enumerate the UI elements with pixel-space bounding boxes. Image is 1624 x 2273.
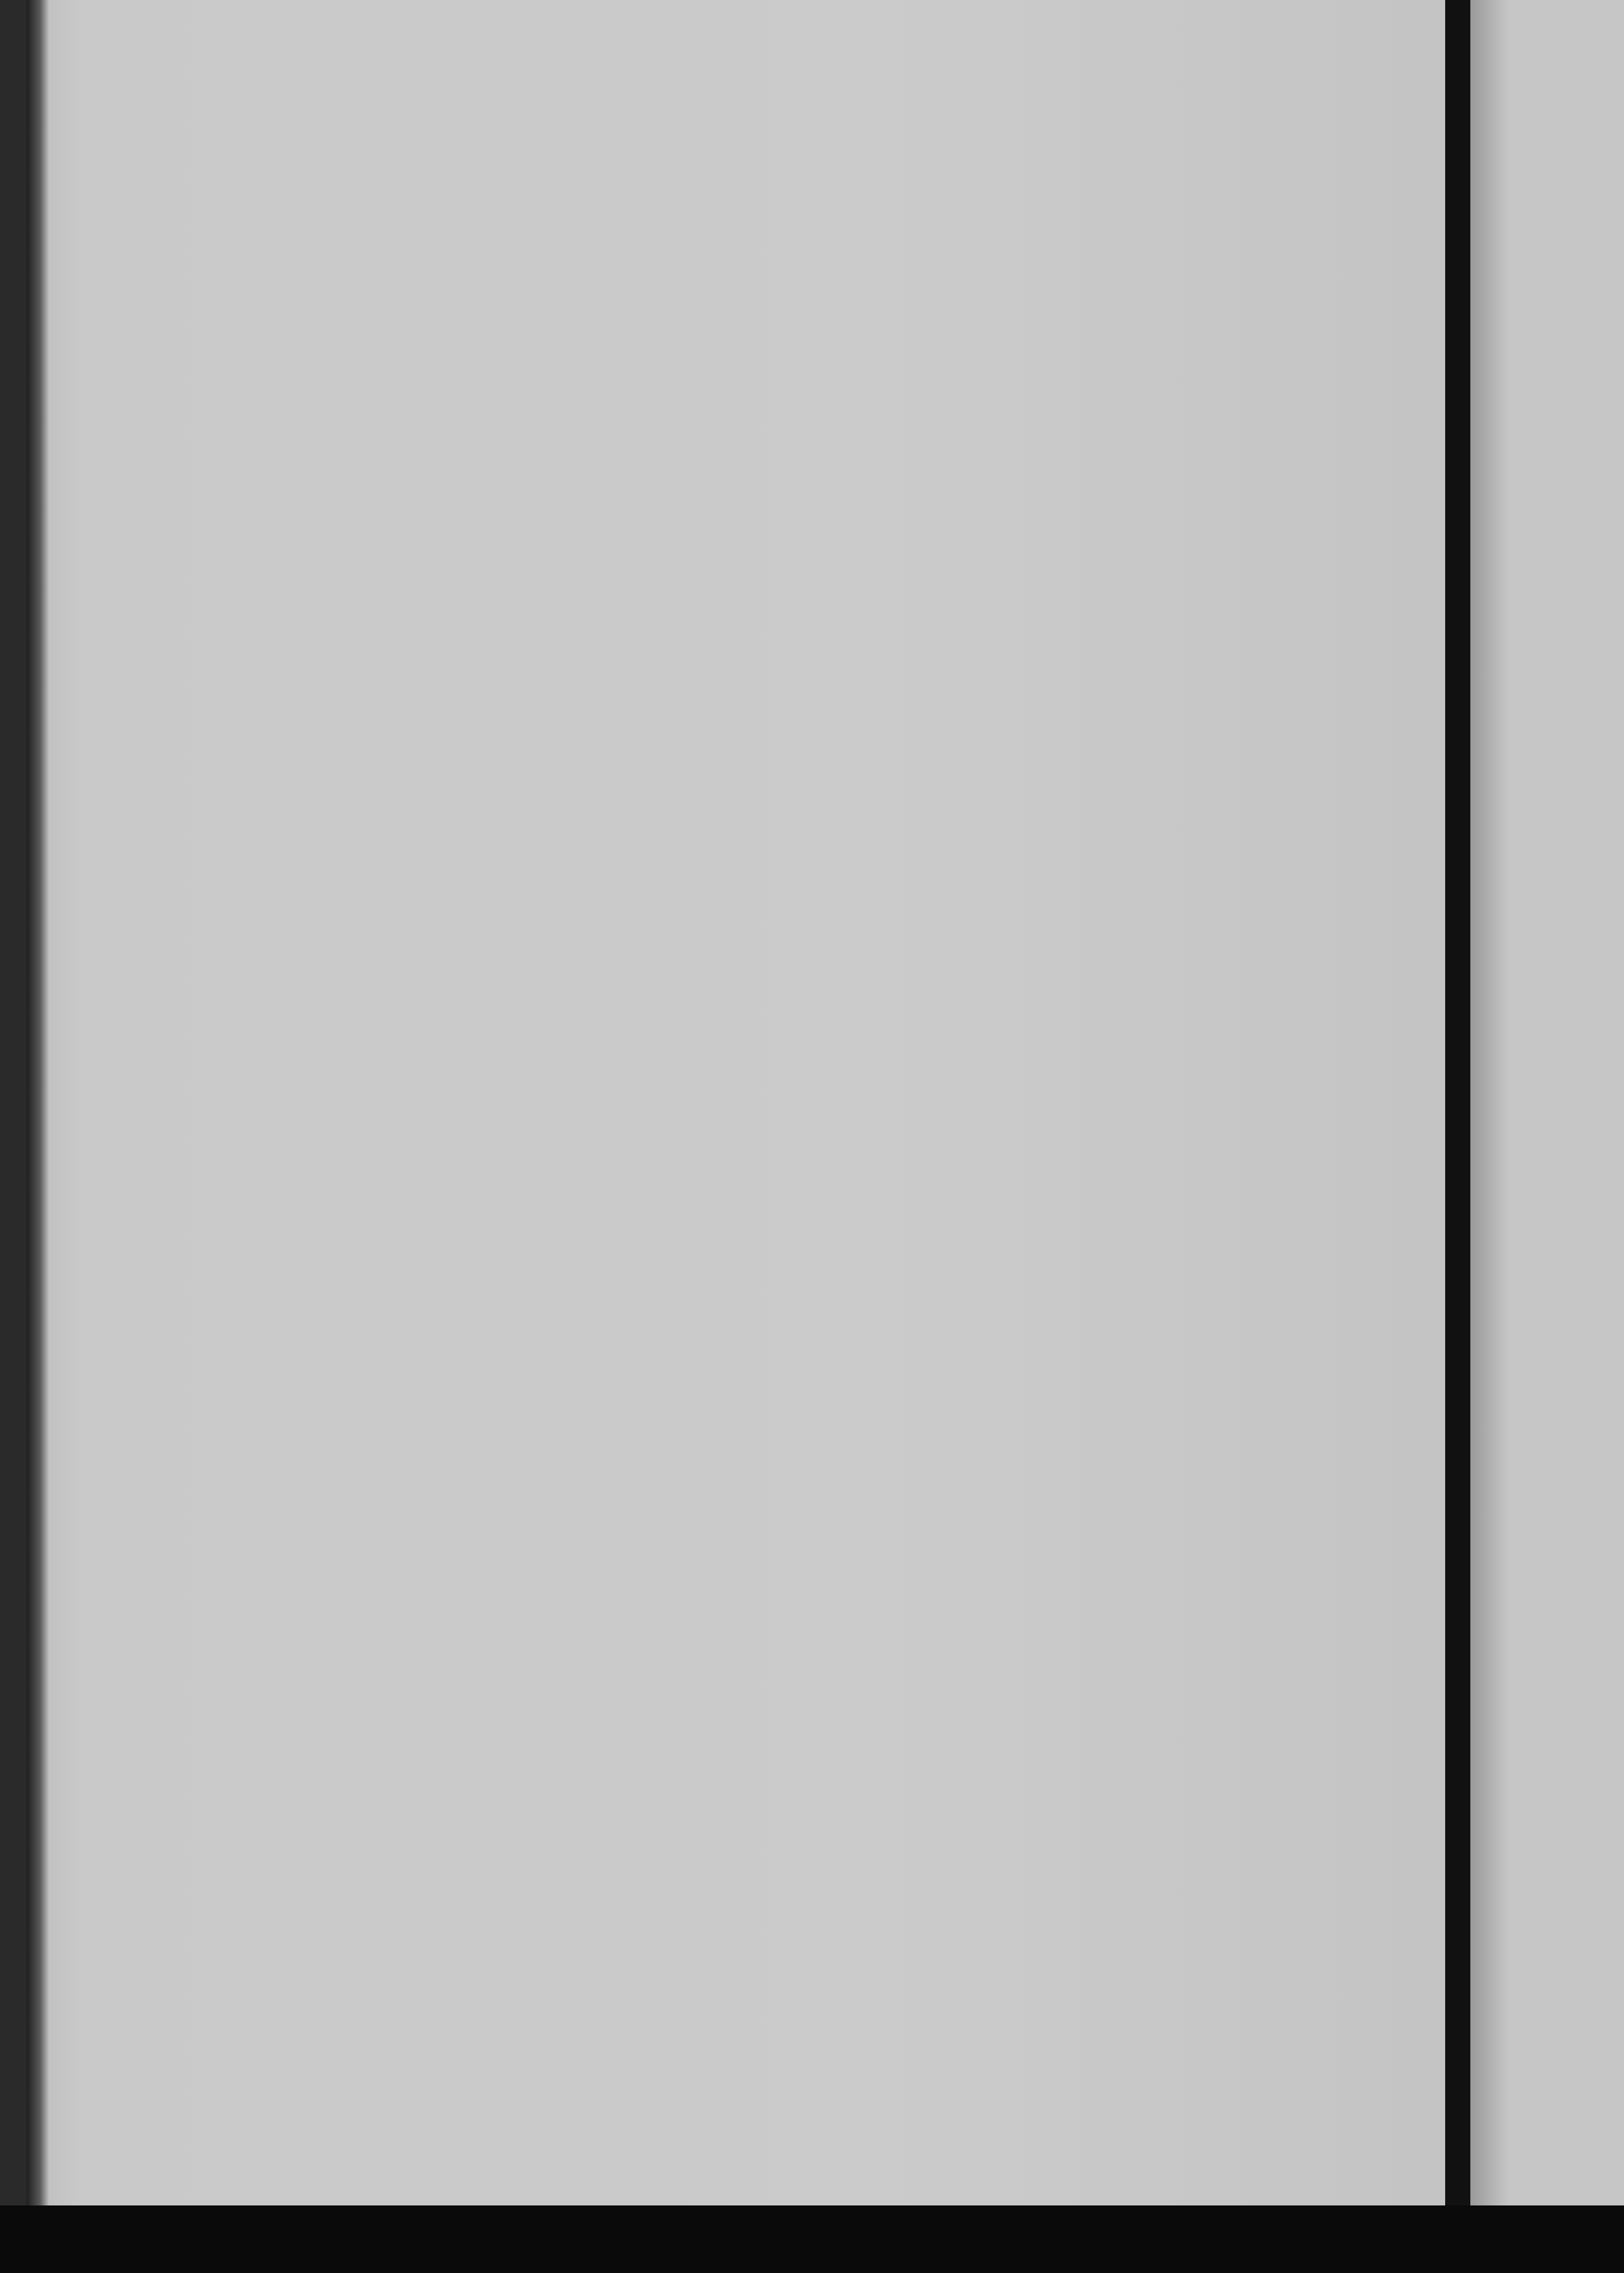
facing-page (1470, 0, 1624, 2205)
page-gutter (1445, 0, 1470, 2273)
scan-bottom-border (0, 2205, 1624, 2273)
binding-edge (0, 0, 26, 2273)
page-shadow (26, 0, 49, 2205)
book-page (26, 0, 1450, 2205)
